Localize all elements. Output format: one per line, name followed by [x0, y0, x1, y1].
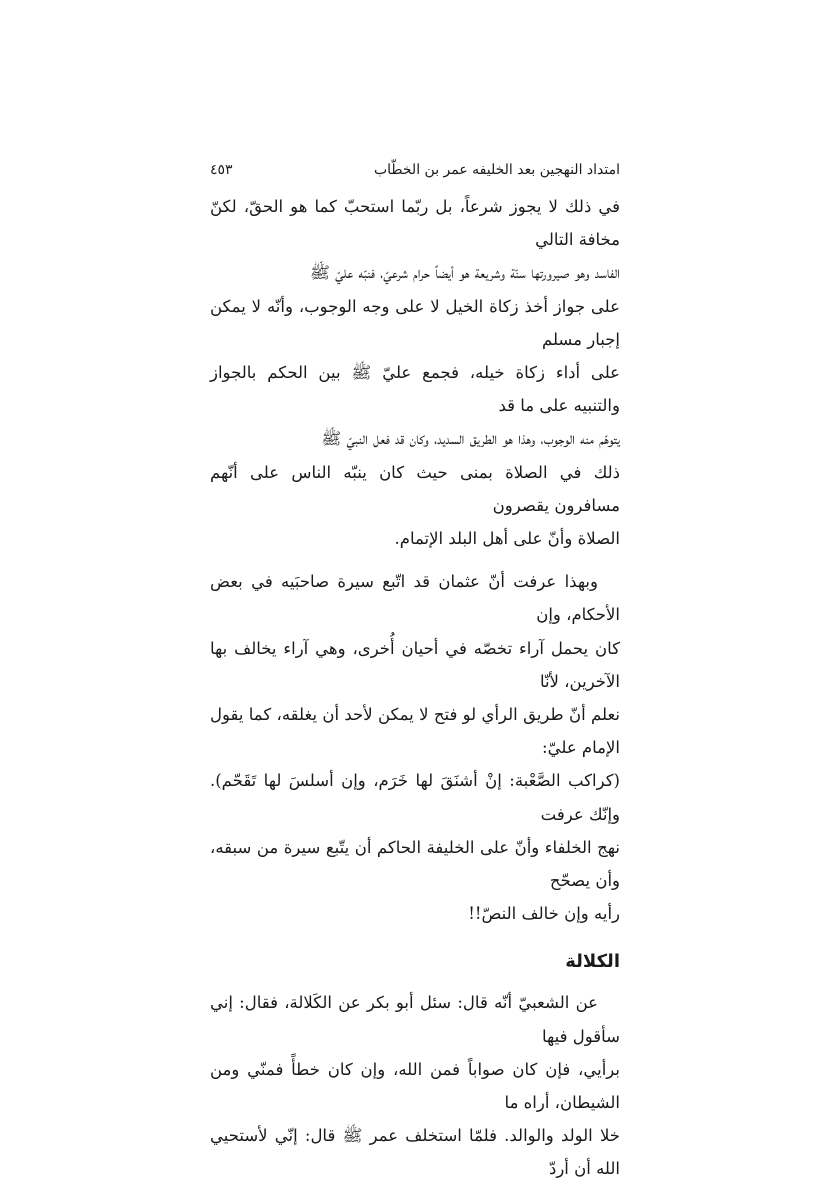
text-line: نهج الخلفاء وأنّ على الخليفة الحاكم أن يتّبع سيرة من سبقه، وأن يصحّح — [210, 837, 620, 891]
paragraph-spacer — [210, 555, 620, 565]
text-line: يتوهّم منه الوجوب، وهذا هو الطريق السديد، وكان قد فعل النبيّ ﷺ — [321, 429, 620, 449]
body-text — [210, 190, 620, 1186]
header-title: امتداد النهجين بعد الخليفه عمر بن الخطّاب — [373, 162, 620, 178]
section-heading: الكلالة — [565, 951, 620, 973]
text-line: خلا الولد والوالد. فلمّا استخلف عمر ﷺ قال: إنّي لأستحيي الله أن أردّ — [210, 1126, 620, 1179]
text-line: الفاسد وهو صيرورتها سنّة وشريعة هو أيضاً حرام شرعيّ، فنبّه عليّ ﷺ — [309, 263, 620, 283]
page-number: ٤٥٣ — [210, 162, 233, 178]
text-line: (كراكب الصَّعْبة: إنْ أشنَقَ لها خَرَم، وإن أسلسَ لها تَقَحّم). وإنّك عرفت — [210, 771, 620, 824]
text-line: نعلم أنّ طريق الرأي لو فتح لا يمكن لأحد أن يغلقه، كما يقول الإمام عليّ: — [210, 705, 620, 758]
text-line: وبهذا عرفت أنّ عثمان قد اتّبع سيرة صاحبَيه في بعض الأحكام، وإن — [210, 572, 620, 625]
running-header — [210, 150, 620, 190]
book-page — [210, 150, 620, 1186]
text-line: برأيي، فإن كان صواباً فمن الله، وإن كان خطأً فمنّي ومن الشيطان، أراه ما — [210, 1059, 620, 1113]
text-line: كان يحمل آراء تخصّه في أحيان أُخرى، وهي آراء يخالف بها الآخرين، لأنّا — [210, 638, 620, 691]
text-line: عن الشعبيّ أنّه قال: سئل أبو بكر عن الكَلالة، فقال: إني سأقول فيها — [210, 993, 620, 1046]
text-line: ذلك في الصلاة بمنى حيث كان ينبّه الناس على أنّهم مسافرون يقصرون — [210, 462, 620, 515]
text-line: على جواز أخذ زكاة الخيل لا على وجه الوجوب، وأنّه لا يمكن إجبار مسلم — [210, 296, 620, 349]
text-line: الصلاة وأنّ على أهل البلد الإتمام. — [394, 529, 620, 549]
text-line: في ذلك لا يجوز شرعاً، بل ربّما استحبّ كما هو الحقّ، لكنّ مخافة التالي — [210, 197, 620, 250]
text-line: رأيه وإن خالف النصّ!! — [468, 904, 620, 924]
text-line: على أداء زكاة خيله، فجمع عليّ ﷺ بين الحكم بالجواز والتنبيه على ما قد — [210, 363, 620, 416]
